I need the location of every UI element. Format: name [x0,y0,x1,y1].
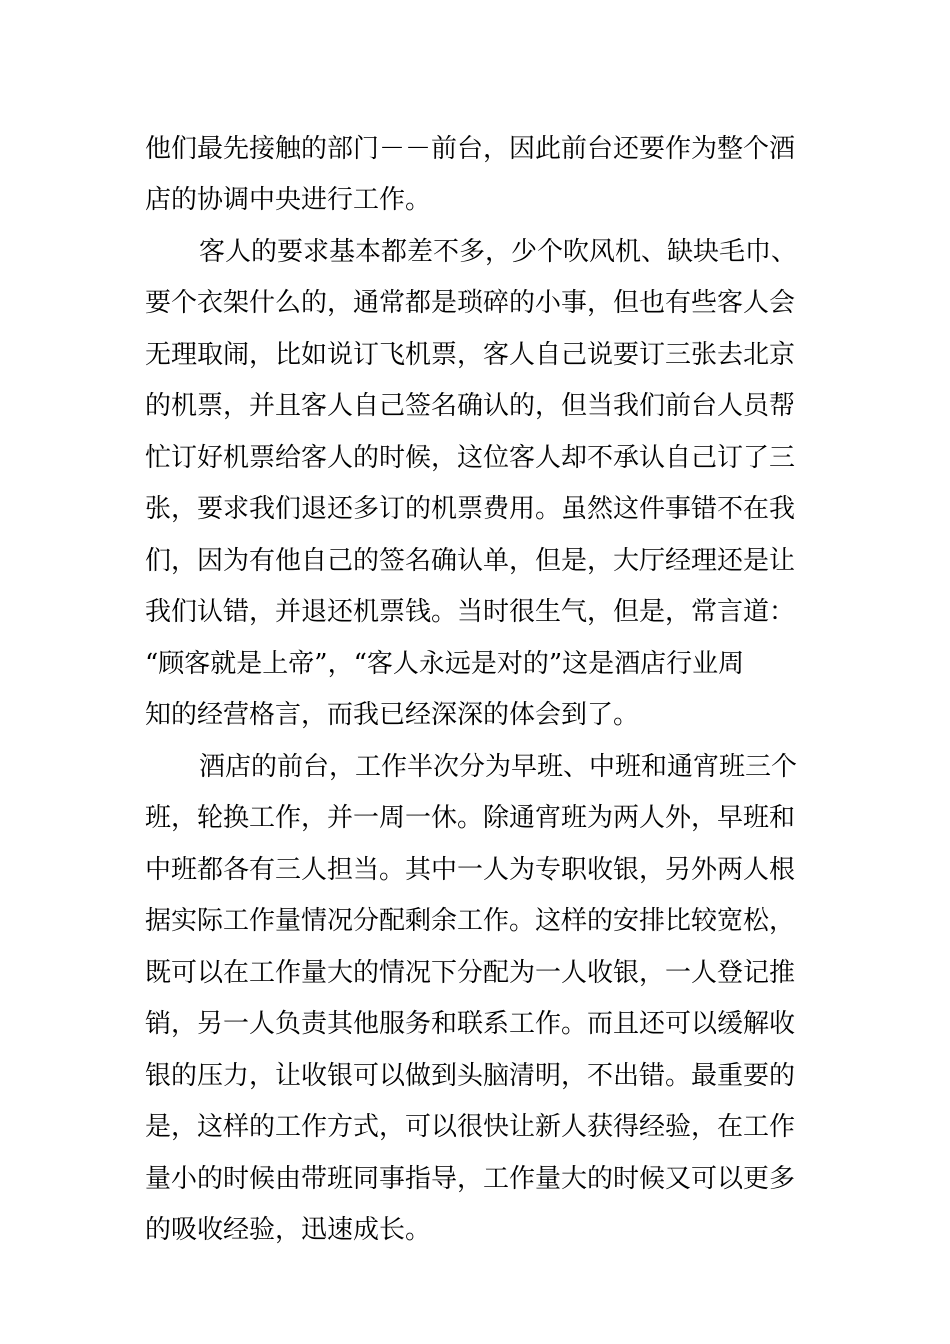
text-line: 班，轮换工作，并一周一休。除通宵班为两人外，早班和 [145,803,796,833]
paragraph-start-line: 客人的要求基本都差不多，少个吹风机、缺块毛巾、 [199,237,798,267]
text-line: 销，另一人负责其他服务和联系工作。而且还可以缓解收 [145,1009,796,1039]
text-line: 是，这样的工作方式，可以很快让新人获得经验，在工作 [145,1112,796,1142]
text-line: 忙订好机票给客人的时候，这位客人却不承认自己订了三 [145,443,796,473]
text-line: 们，因为有他自己的签名确认单，但是，大厅经理还是让 [145,546,796,576]
text-line: 的吸收经验，迅速成长。 [145,1215,432,1245]
paragraph-start-line: 酒店的前台，工作半次分为早班、中班和通宵班三个 [199,752,798,782]
text-line: 我们认错，并退还机票钱。当时很生气，但是，常言道： [145,597,796,627]
text-line: 知的经营格言，而我已经深深的体会到了。 [145,700,640,730]
text-line: 的机票，并且客人自己签名确认的，但当我们前台人员帮 [145,391,796,421]
text-line: “顾客就是上帝”，“客人永远是对的”这是酒店行业周 [145,649,745,679]
text-line: 中班都各有三人担当。其中一人为专职收银，另外两人根 [145,855,796,885]
text-line: 量小的时候由带班同事指导，工作量大的时候又可以更多 [145,1164,796,1194]
text-line: 他们最先接触的部门－－前台，因此前台还要作为整个酒 [145,134,796,164]
text-line: 要个衣架什么的，通常都是琐碎的小事，但也有些客人会 [145,288,796,318]
text-line: 据实际工作量情况分配剩余工作。这样的安排比较宽松， [145,906,796,936]
text-line: 银的压力，让收银可以做到头脑清明，不出错。最重要的 [145,1061,796,1091]
text-line: 张，要求我们退还多订的机票费用。虽然这件事错不在我 [145,494,796,524]
text-line: 无理取闹，比如说订飞机票，客人自己说要订三张去北京 [145,340,796,370]
text-line: 店的协调中央进行工作。 [145,185,432,215]
text-line: 既可以在工作量大的情况下分配为一人收银，一人登记推 [145,958,796,988]
